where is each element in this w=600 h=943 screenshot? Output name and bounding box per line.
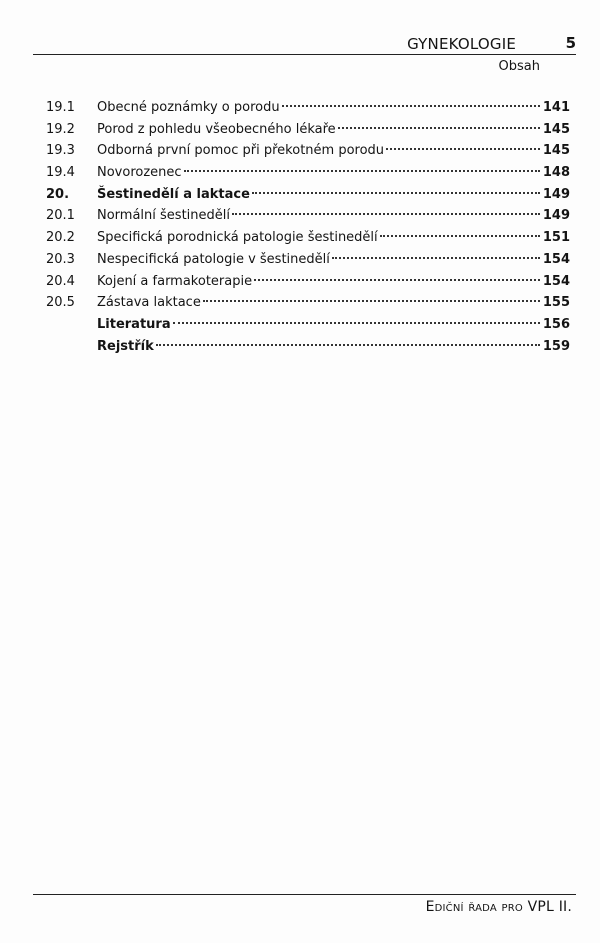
toc-entry-number: 20.4	[46, 273, 75, 289]
toc-entry-page: 148	[542, 165, 570, 181]
toc-entry-title: Kojení a farmakoterapie	[97, 273, 253, 289]
toc-entry-page: 155	[542, 295, 570, 311]
toc-entry-page: 156	[542, 316, 570, 332]
toc-entry-page: 145	[542, 143, 570, 159]
toc-entry-page: 154	[542, 273, 570, 289]
toc-entry-page: 151	[542, 230, 570, 246]
toc-entry-body	[97, 140, 570, 162]
toc-entry	[0, 314, 600, 336]
toc-entry-page: 141	[542, 100, 570, 115]
toc-entry-title: Obecné poznámky o porodu	[97, 100, 280, 115]
toc-entry-title: Novorozenec	[97, 165, 182, 181]
series-footer: Ediční řada pro VPL II.	[425, 899, 572, 915]
header-divider	[33, 54, 576, 55]
toc-entry-number: 19.2	[46, 121, 75, 137]
toc-entry-page: 159	[542, 338, 570, 354]
table-of-contents	[0, 97, 600, 357]
dot-leader	[254, 279, 540, 281]
toc-entry	[0, 162, 600, 184]
toc-entry-body	[97, 292, 570, 314]
page-number: 5	[565, 34, 576, 52]
dot-leader	[252, 192, 540, 194]
toc-entry	[0, 119, 600, 141]
toc-entry-number: 20.5	[46, 295, 75, 311]
toc-entry-body	[97, 227, 570, 249]
toc-entry	[0, 336, 600, 358]
toc-entry-title: Rejstřík	[97, 338, 154, 354]
toc-entry-body	[97, 336, 570, 358]
toc-entry-number: 20.3	[46, 251, 75, 267]
toc-entry	[0, 205, 600, 227]
toc-entry-page: 149	[542, 186, 570, 202]
dot-leader	[282, 105, 540, 107]
toc-entry-body	[97, 97, 570, 119]
dot-leader	[380, 235, 540, 237]
toc-entry-body	[97, 184, 570, 206]
toc-entry-body	[97, 249, 570, 271]
toc-entry-page: 145	[542, 121, 570, 137]
section-label: Obsah	[498, 59, 540, 74]
dot-leader	[232, 213, 540, 215]
toc-entry	[0, 140, 600, 162]
toc-entry-number: 19.4	[46, 165, 75, 181]
toc-entry	[0, 271, 600, 293]
toc-entry-number: 20.	[46, 186, 70, 202]
toc-entry-body	[97, 205, 570, 227]
toc-entry-body	[97, 119, 570, 141]
toc-entry	[0, 249, 600, 271]
dot-leader	[338, 127, 540, 129]
toc-entry-title: Normální šestinedělí	[97, 208, 230, 224]
toc-entry-number: 20.2	[46, 230, 75, 246]
footer-divider	[33, 894, 576, 895]
toc-entry-body	[97, 162, 570, 184]
toc-entry-number: 19.1	[46, 100, 75, 115]
toc-entry-title: Nespecifická patologie v šestinedělí	[97, 251, 330, 267]
dot-leader	[184, 170, 540, 172]
toc-entry-number: 19.3	[46, 143, 75, 159]
toc-entry-title: Zástava laktace	[97, 295, 201, 311]
running-header	[33, 33, 576, 53]
dot-leader	[386, 148, 540, 150]
toc-entry-title: Odborná první pomoc při překotném porodu	[97, 143, 385, 159]
toc-entry-title: Porod z pohledu všeobecného lékaře	[97, 121, 336, 137]
dot-leader	[203, 300, 540, 302]
toc-entry	[0, 292, 600, 314]
toc-entry	[0, 97, 600, 119]
book-title: GYNEKOLOGIE	[407, 35, 516, 53]
toc-entry-title: Specifická porodnická patologie šestinedělí	[97, 230, 378, 246]
toc-entry-body	[97, 314, 570, 336]
dot-leader	[156, 344, 540, 346]
toc-entry	[0, 184, 600, 206]
toc-entry-body	[97, 271, 570, 293]
dot-leader	[332, 257, 540, 259]
toc-entry-title: Šestinedělí a laktace	[97, 186, 250, 202]
toc-entry-title: Literatura	[97, 316, 171, 332]
dot-leader	[173, 322, 540, 324]
toc-entry-number: 20.1	[46, 208, 75, 224]
toc-entry	[0, 227, 600, 249]
toc-entry-page: 149	[542, 208, 570, 224]
toc-entry-page: 154	[542, 251, 570, 267]
